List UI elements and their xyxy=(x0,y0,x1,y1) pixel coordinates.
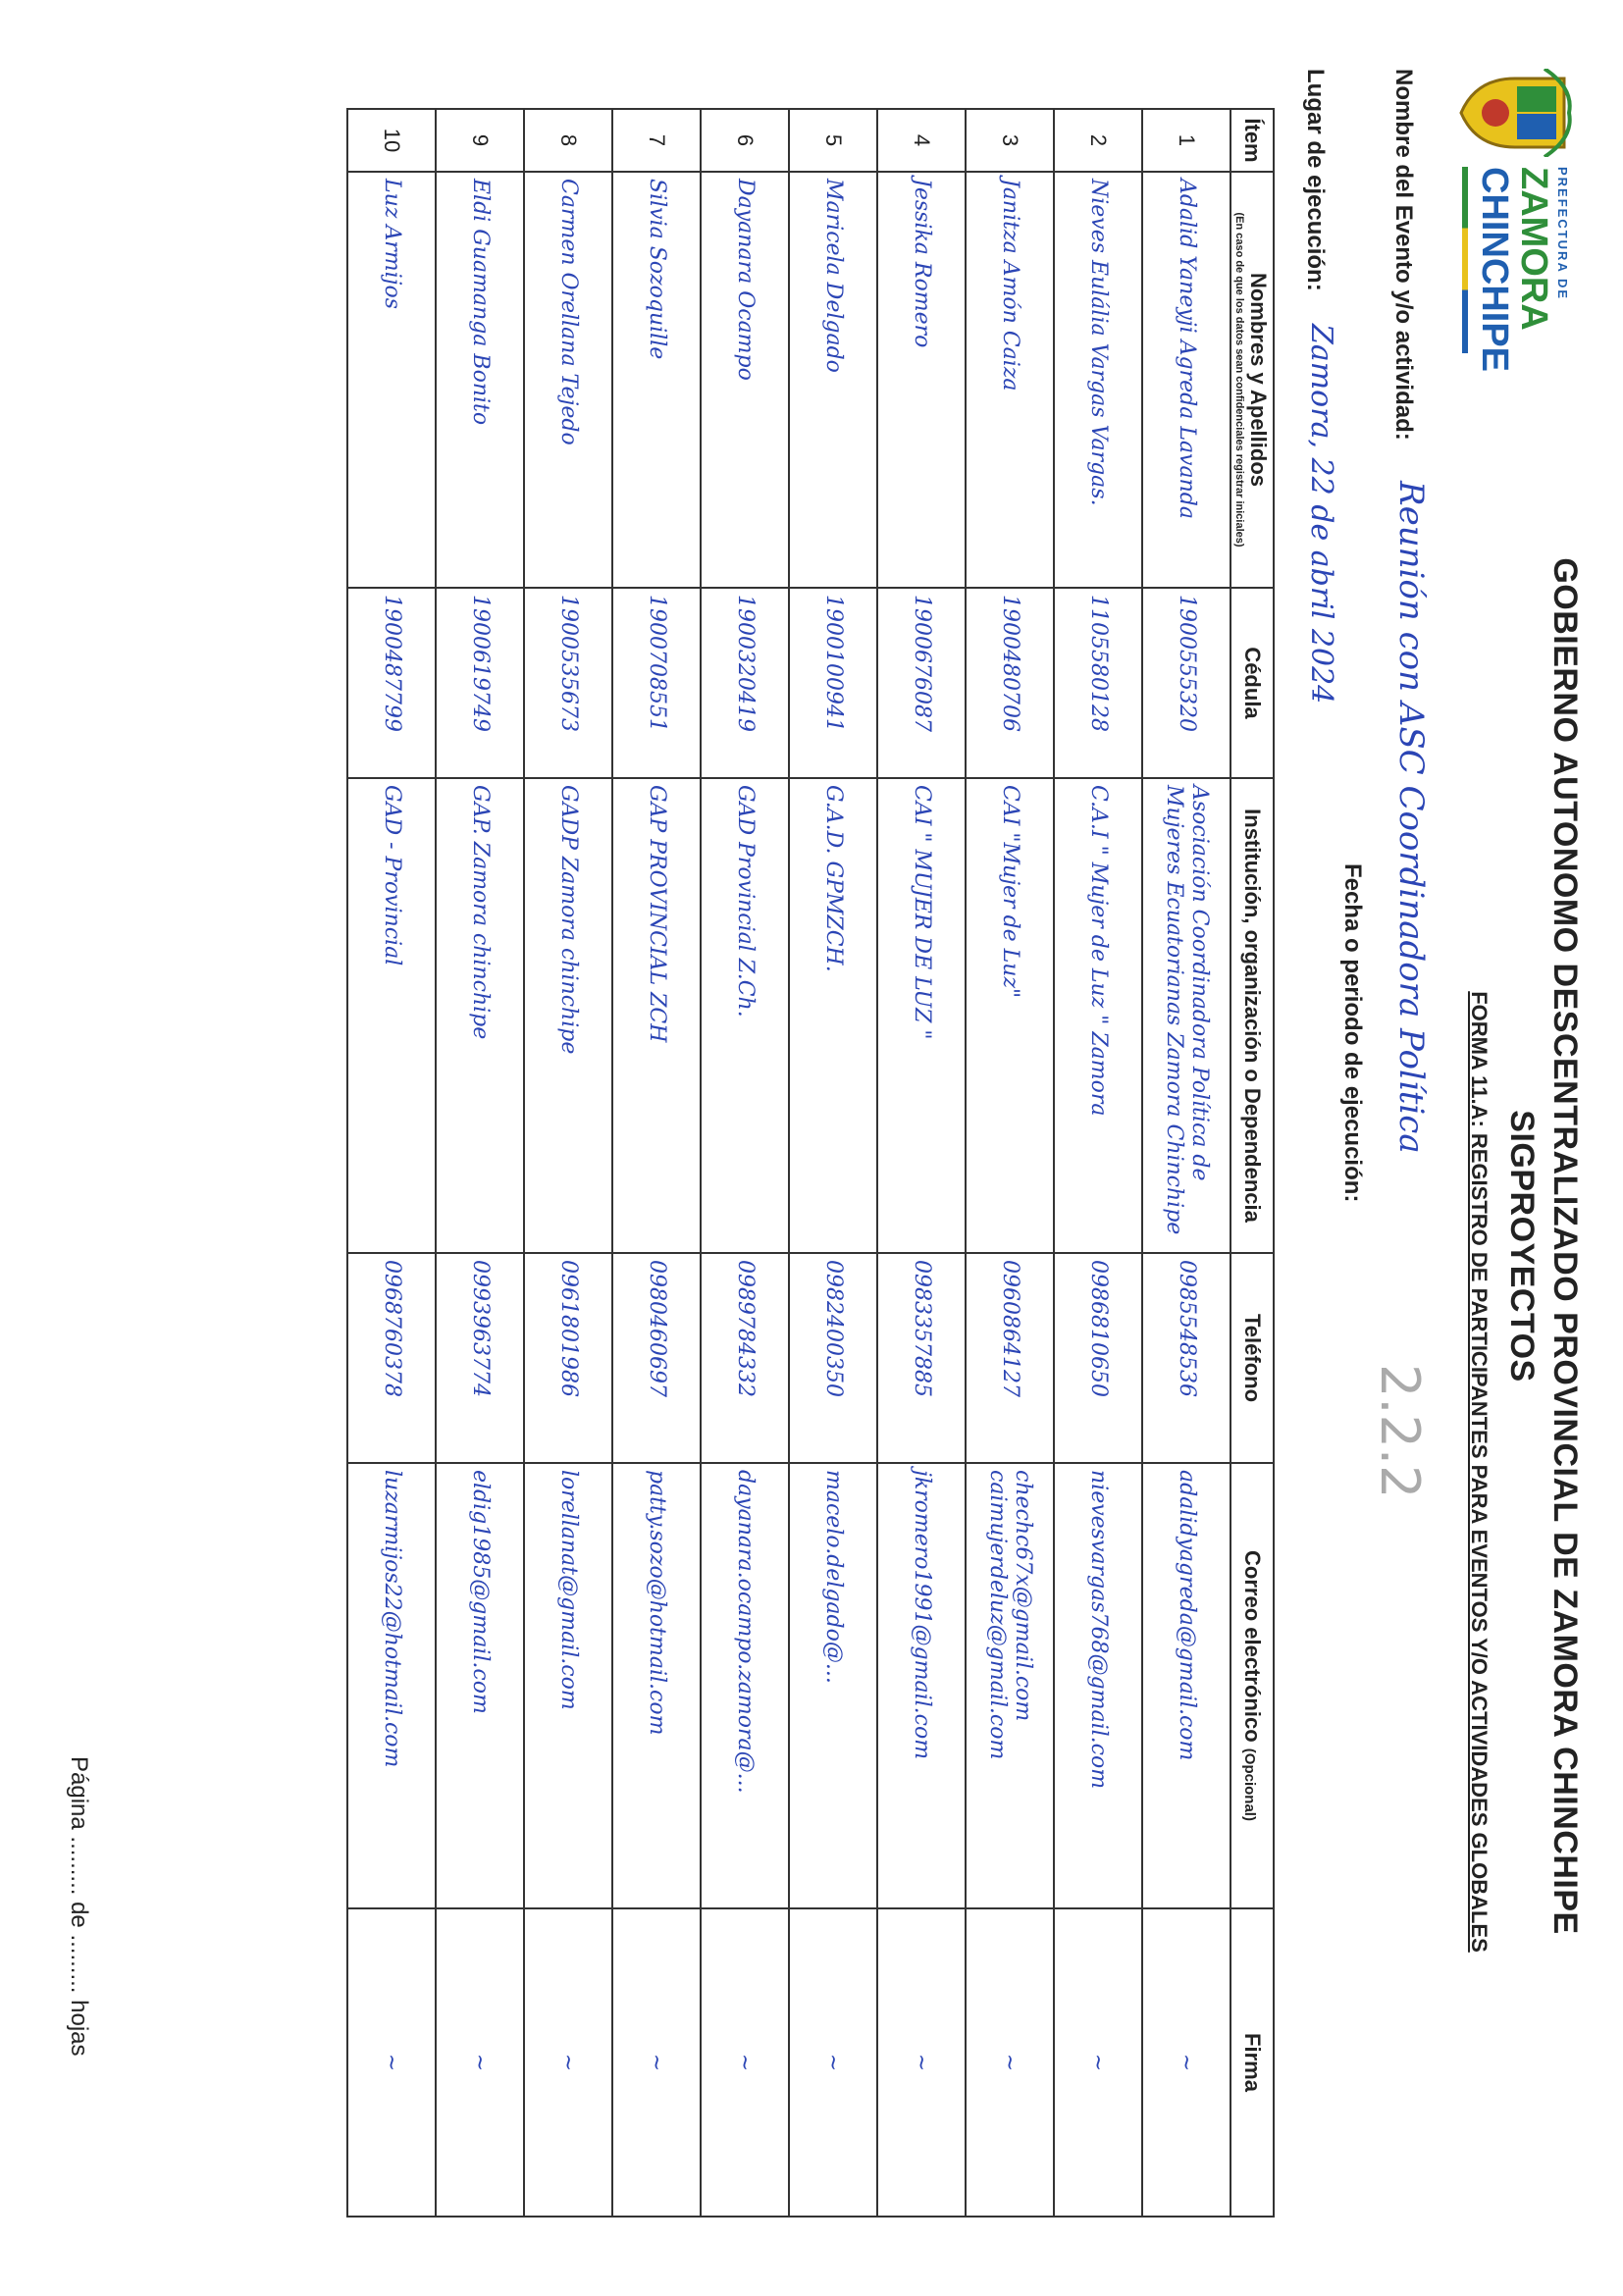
row-email: luzarmijos22@hotmail.com xyxy=(347,1463,436,1908)
row-name: Silvia Sozoquille xyxy=(612,172,701,588)
table-row xyxy=(1054,109,1142,2217)
row-cedula: 1900555320 xyxy=(1142,588,1230,778)
row-cedula: 1900708551 xyxy=(612,588,701,778)
row-cedula: 1900480706 xyxy=(966,588,1054,778)
row-cedula: 1900487799 xyxy=(347,588,436,778)
row-phone: 0961801986 xyxy=(524,1253,612,1463)
row-institution: G.A.D. GPMZCH. xyxy=(789,778,877,1253)
row-phone: 0960864127 xyxy=(966,1253,1054,1463)
event-date-label: Fecha o periodo de ejecución: xyxy=(1339,863,1366,1203)
row-institution: GAP. Zamora chinchipe xyxy=(436,778,524,1253)
col-email-label: Correo electrónico xyxy=(1240,1550,1265,1743)
event-place-value: Zamora, 22 de abril 2024 xyxy=(1304,324,1338,704)
form-name: FORMA 11.A: REGISTRO DE PARTICIPANTES PARA EVENTOS Y/O ACTIVIDADES GLOBALES xyxy=(1467,991,1492,1953)
row-signature: ~ xyxy=(966,1908,1054,2217)
row-institution: Asociación Coordinadora Política de Mujeres Ecuatorianas Zamora Chinchipe xyxy=(1142,778,1230,1253)
row-email: chechc67x@gmail.com caimujerdeluz@gmail.com xyxy=(966,1463,1054,1908)
row-signature: ~ xyxy=(789,1908,877,2217)
row-institution: C.A.I " Mujer de Luz " Zamora xyxy=(1054,778,1142,1253)
event-name-label: Nombre del Evento y/o actividad: xyxy=(1390,69,1417,441)
table-row xyxy=(789,109,877,2217)
table-row xyxy=(877,109,966,2217)
col-email-note: (Opcional) xyxy=(1241,1748,1258,1821)
col-signature: Firma xyxy=(1230,1908,1274,2217)
prefectura-logo xyxy=(1446,69,1574,373)
row-email: jkromero1991@gmail.com xyxy=(877,1463,966,1908)
row-item: 8 xyxy=(524,109,612,172)
row-signature: ~ xyxy=(1142,1908,1230,2217)
logo-underline xyxy=(1462,167,1468,353)
row-name: Maricela Delgado xyxy=(789,172,877,588)
event-place-label: Lugar de ejecución: xyxy=(1302,69,1329,291)
row-item: 3 xyxy=(966,109,1054,172)
page-title: GOBIERNO AUTONOMO DESCENTRALIZADO PROVINCIAL DE ZAMORA CHINCHIPE xyxy=(1546,557,1584,1935)
col-names xyxy=(1230,172,1274,588)
row-institution: CAI " MUJER DE LUZ " xyxy=(877,778,966,1253)
col-names-label: Nombres y Apellidos xyxy=(1246,272,1271,487)
row-email: macelo.delgado@... xyxy=(789,1463,877,1908)
participants-table xyxy=(346,108,1275,2218)
row-name: Carmen Orellana Tejedo xyxy=(524,172,612,588)
table-row xyxy=(701,109,789,2217)
row-signature: ~ xyxy=(877,1908,966,2217)
row-institution: GAD - Provincial xyxy=(347,778,436,1253)
row-phone: 0986810650 xyxy=(1054,1253,1142,1463)
row-item: 2 xyxy=(1054,109,1142,172)
col-phone: Teléfono xyxy=(1230,1253,1274,1463)
col-email xyxy=(1230,1463,1274,1908)
row-item: 1 xyxy=(1142,109,1230,172)
row-signature: ~ xyxy=(524,1908,612,2217)
row-cedula: 1900676087 xyxy=(877,588,966,778)
table-row xyxy=(347,109,436,2217)
row-phone: 0983357885 xyxy=(877,1253,966,1463)
row-cedula: 1900320419 xyxy=(701,588,789,778)
row-email: dayanara.ocampo.zamora@... xyxy=(701,1463,789,1908)
col-cedula: Cédula xyxy=(1230,588,1274,778)
table-row xyxy=(1142,109,1230,2217)
row-cedula: 1900619749 xyxy=(436,588,524,778)
row-item: 9 xyxy=(436,109,524,172)
row-signature: ~ xyxy=(347,1908,436,2217)
row-phone: 0989784332 xyxy=(701,1253,789,1463)
row-signature: ~ xyxy=(612,1908,701,2217)
col-names-note: (En caso de que los datos sean confidenciales registrar iniciales) xyxy=(1233,212,1245,548)
row-item: 10 xyxy=(347,109,436,172)
logo-text-chinchipe: CHINCHIPE xyxy=(1474,167,1515,373)
page-counter: Página ......... de ......... hojas xyxy=(66,1756,92,2057)
row-phone: 0968760378 xyxy=(347,1253,436,1463)
table-row xyxy=(612,109,701,2217)
row-signature: ~ xyxy=(701,1908,789,2217)
row-institution: GAD Provincial Z.Ch. xyxy=(701,778,789,1253)
row-item: 4 xyxy=(877,109,966,172)
row-name: Adalid Yaneyji Agreda Lavanda xyxy=(1142,172,1230,588)
row-email: adalidyagreda@gmail.com xyxy=(1142,1463,1230,1908)
row-email: lorellanat@gmail.com xyxy=(524,1463,612,1908)
row-name: Dayanara Ocampo xyxy=(701,172,789,588)
table-row xyxy=(966,109,1054,2217)
row-name: Jessika Romero xyxy=(877,172,966,588)
page-mark: 2.2.2 xyxy=(1369,1364,1431,1499)
table-row xyxy=(524,109,612,2217)
row-email: eldig1985@gmail.com xyxy=(436,1463,524,1908)
row-signature: ~ xyxy=(1054,1908,1142,2217)
table-row xyxy=(436,109,524,2217)
row-cedula: 1105580128 xyxy=(1054,588,1142,778)
row-phone: 0993963774 xyxy=(436,1253,524,1463)
row-institution: GAP PROVINCIAL ZCH xyxy=(612,778,701,1253)
row-name: Eldi Guamanga Bonito xyxy=(436,172,524,588)
row-name: Janitza Amón Caiza xyxy=(966,172,1054,588)
row-signature: ~ xyxy=(436,1908,524,2217)
logo-text-zamora: ZAMORA xyxy=(1513,167,1554,331)
system-name: SIGPROYECTOS xyxy=(1503,1110,1541,1383)
row-name: Luz Armijos xyxy=(347,172,436,588)
row-phone: 0985548536 xyxy=(1142,1253,1230,1463)
table-header-row xyxy=(1230,109,1274,2217)
row-institution: CAI "Mujer de Luz" xyxy=(966,778,1054,1253)
row-phone: 0980460697 xyxy=(612,1253,701,1463)
col-institution: Institución, organización o Dependencia xyxy=(1230,778,1274,1253)
row-item: 7 xyxy=(612,109,701,172)
row-item: 6 xyxy=(701,109,789,172)
logo-small-text: PREFECTURA DE xyxy=(1555,167,1570,301)
row-name: Nieves Eulália Vargas Vargas. xyxy=(1054,172,1142,588)
event-name-value: Reunión con ASC Coordinadora Política xyxy=(1391,481,1431,1154)
row-institution: GADP Zamora chinchipe xyxy=(524,778,612,1253)
row-phone: 0982400350 xyxy=(789,1253,877,1463)
row-cedula: 1900535673 xyxy=(524,588,612,778)
row-item: 5 xyxy=(789,109,877,172)
row-cedula: 1900100941 xyxy=(789,588,877,778)
shield-crest-icon xyxy=(1456,69,1574,157)
row-email: nievesvargas768@gmail.com xyxy=(1054,1463,1142,1908)
col-item: Ítem xyxy=(1230,109,1274,172)
row-email: patty.sozo@hotmail.com xyxy=(612,1463,701,1908)
